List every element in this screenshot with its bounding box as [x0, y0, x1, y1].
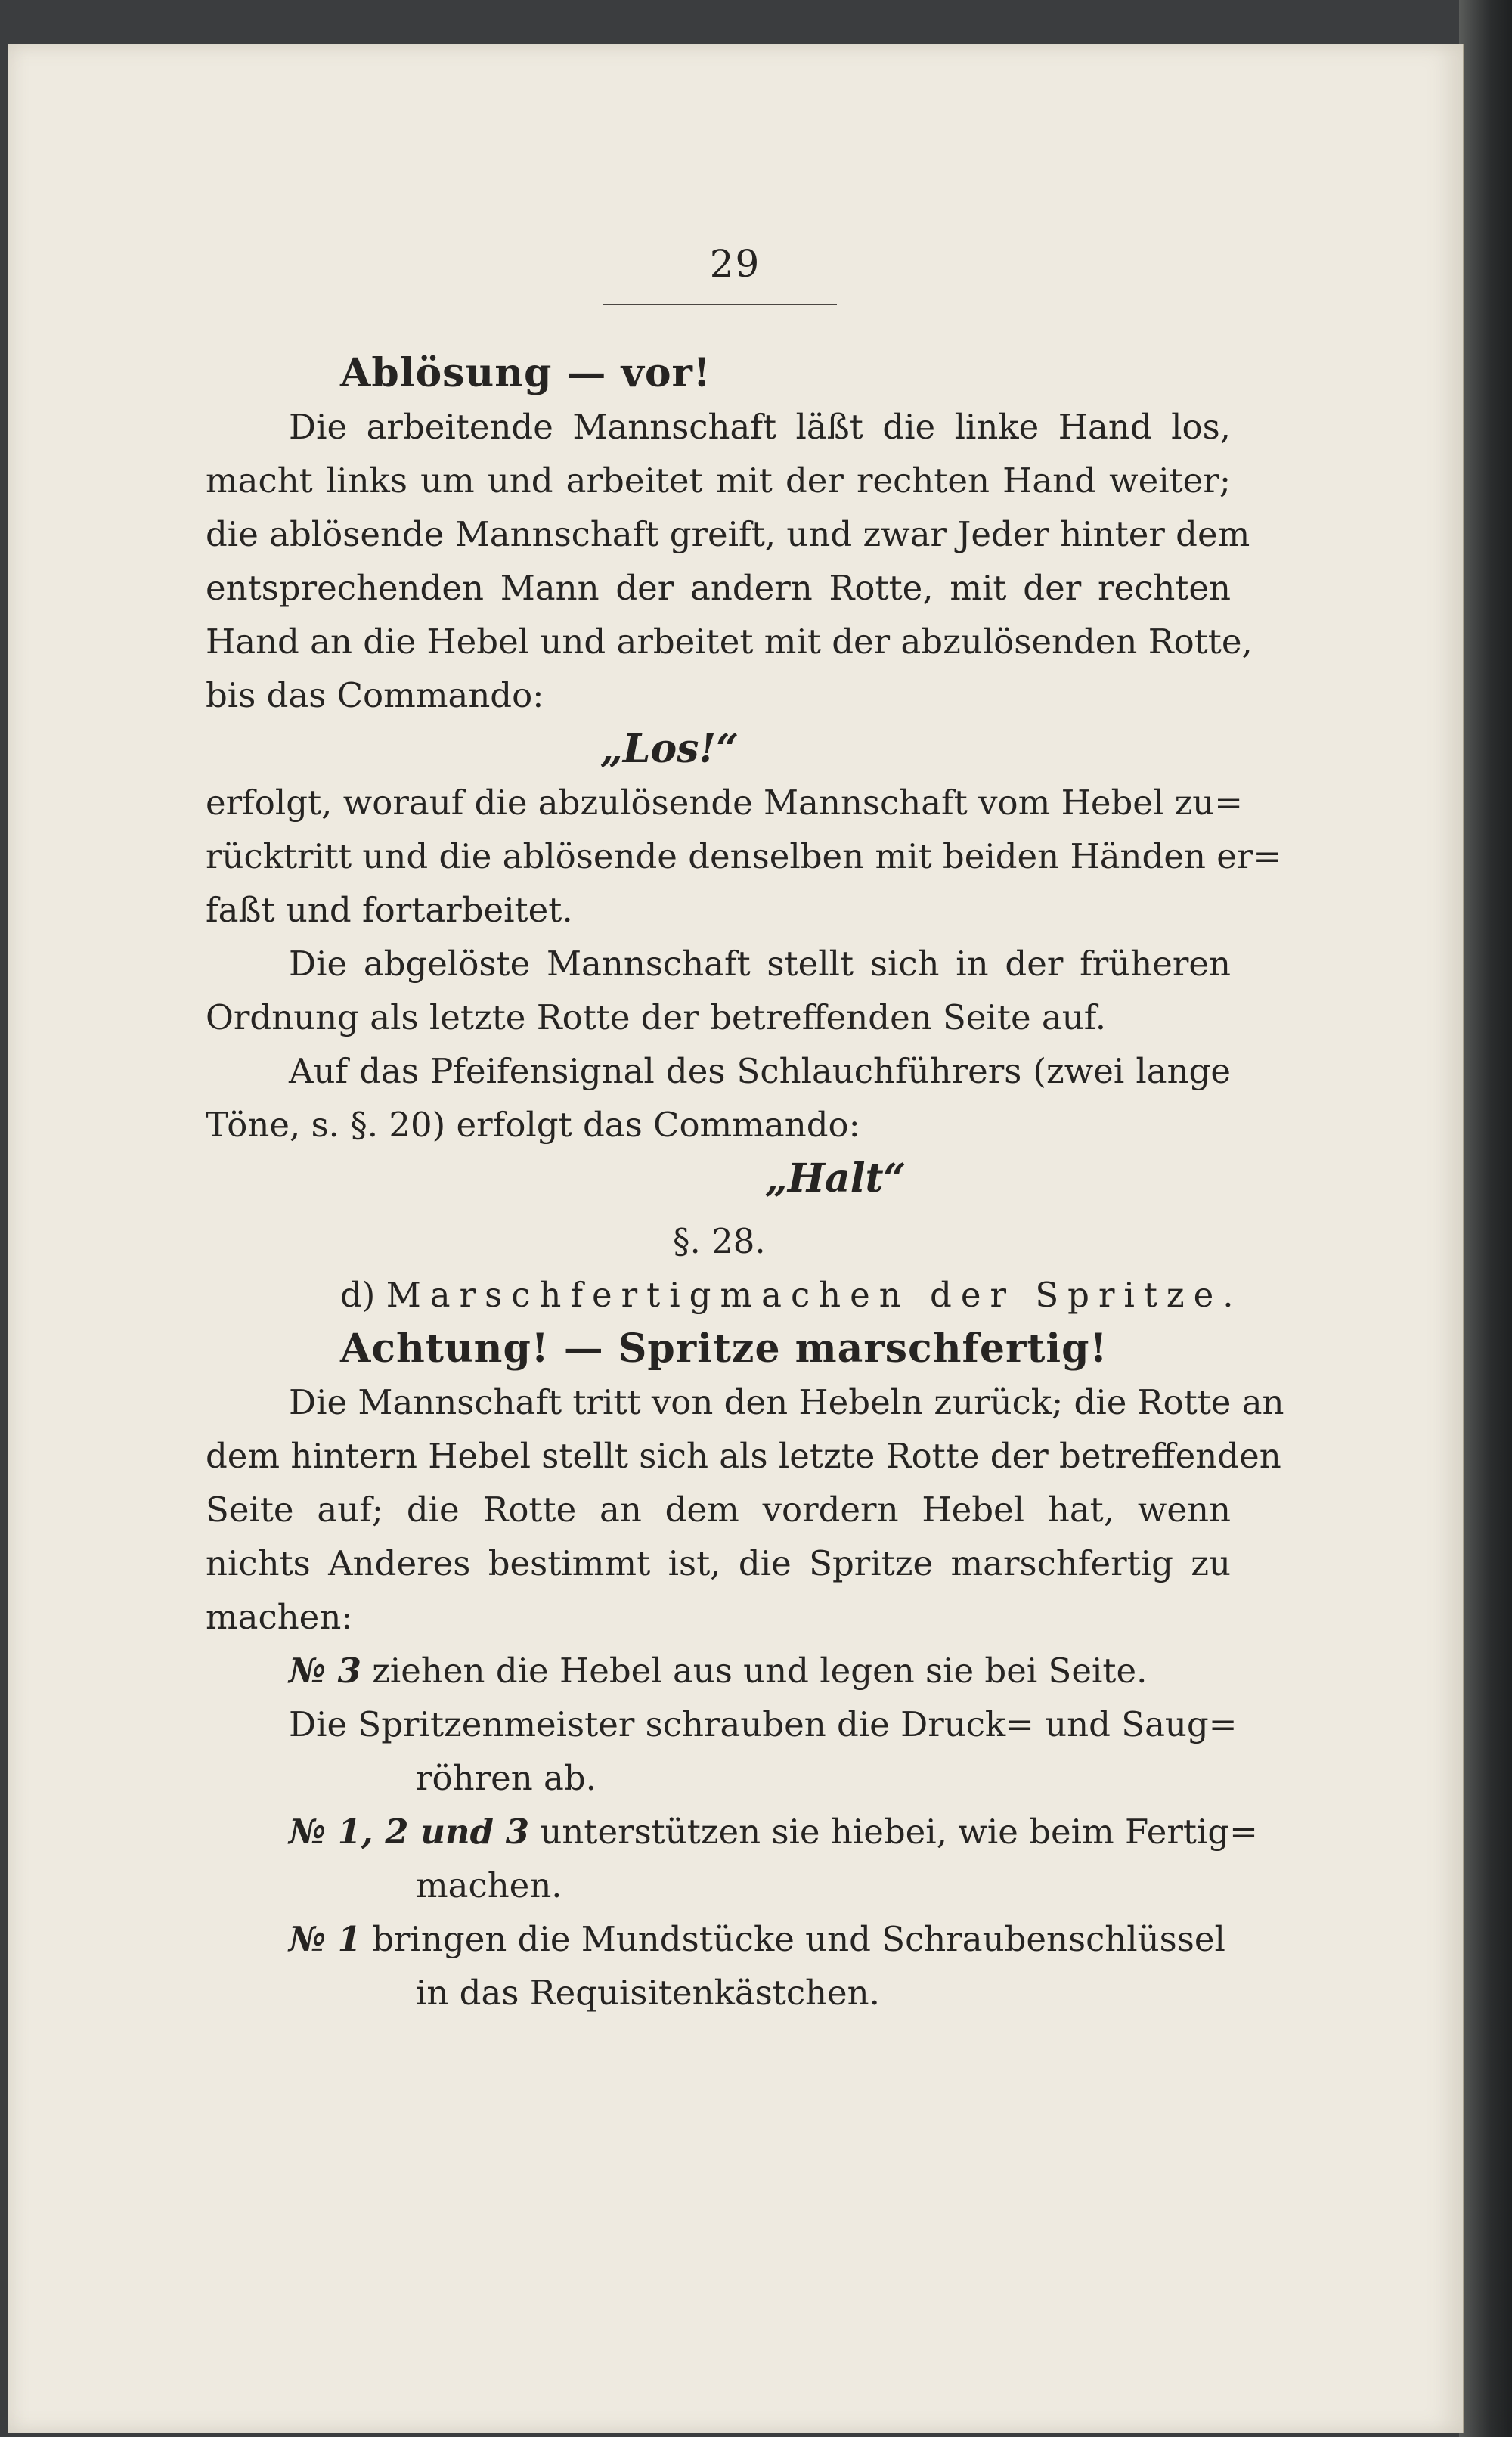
item-text: ziehen die Hebel aus und legen sie bei Seite.	[372, 1651, 1148, 1691]
text-line: Seite auf; die Rotte an dem vordern Hebel hat, wenn	[206, 1490, 1231, 1530]
list-item-continuation: machen.	[416, 1865, 562, 1905]
subtitle-text: Marschfertigmachen der Spritze.	[386, 1275, 1243, 1315]
text-line: Die abgelöste Mannschaft stellt sich in der früheren	[289, 944, 1231, 984]
text-line: rücktritt und die ablösende denselben mit beiden Händen er=	[206, 836, 1282, 876]
text-line: Hand an die Hebel und arbeitet mit der abzulösenden Rotte,	[206, 622, 1253, 662]
text-line: bis das Commando:	[206, 675, 544, 715]
item-number: № 1, 2 und 3	[289, 1812, 530, 1852]
item-text: bringen die Mundstücke und Schraubenschlüssel	[372, 1919, 1225, 1959]
heading-achtung: Achtung! — Spritze marschfertig!	[340, 1325, 1108, 1372]
list-item	[206, 1805, 1258, 1859]
text-line: Töne, s. §. 20) erfolgt das Commando:	[206, 1105, 860, 1145]
text-line: macht links um und arbeitet mit der rechten Hand weiter;	[206, 460, 1231, 501]
command-halt: „Halt“	[765, 1155, 906, 1201]
text-line: die ablösende Mannschaft greift, und zwar Jeder hinter dem	[206, 514, 1250, 554]
command-los: „Los!“	[600, 726, 739, 772]
text-line: entsprechenden Mann der andern Rotte, mit der rechten	[206, 568, 1231, 608]
text-line: erfolgt, worauf die abzulösende Mannschaft vom Hebel zu=	[206, 783, 1243, 823]
list-item-continuation: röhren ab.	[416, 1758, 596, 1798]
text-line: Auf das Pfeifensignal des Schlauchführers (zwei lange	[289, 1051, 1231, 1091]
text-line: machen:	[206, 1597, 353, 1637]
subtitle-prefix: d)	[340, 1275, 376, 1315]
text-line: dem hintern Hebel stellt sich als letzte Rotte der betreffenden	[206, 1436, 1281, 1476]
item-number: № 1	[289, 1919, 361, 1959]
text-line: faßt und fortarbeitet.	[206, 890, 573, 930]
section-subtitle	[206, 1268, 1243, 1322]
item-text: unterstützen sie hiebei, wie beim Fertig=	[540, 1812, 1258, 1852]
section-number: §. 28.	[673, 1221, 766, 1261]
text-line: nichts Anderes bestimmt ist, die Spritze marschfertig zu	[206, 1543, 1231, 1583]
list-item	[206, 1912, 1231, 1966]
page-number: 29	[709, 242, 761, 286]
book-page	[8, 44, 1463, 2433]
book-binding-edge	[1459, 0, 1512, 2437]
item-number: № 3	[289, 1651, 361, 1691]
list-item: Die Spritzenmeister schrauben die Druck= und Saug=	[289, 1704, 1238, 1744]
text-line: Ordnung als letzte Rotte der betreffenden Seite auf.	[206, 997, 1107, 1037]
page-body	[206, 346, 1284, 2020]
list-item-continuation: in das Requisitenkästchen.	[416, 1973, 880, 2013]
list-item	[206, 1644, 1231, 1698]
text-line: Die Mannschaft tritt von den Hebeln zurück; die Rotte an	[289, 1382, 1284, 1422]
text-line: Die arbeitende Mannschaft läßt die linke Hand los,	[289, 407, 1231, 447]
heading-abloesung: Ablösung — vor!	[340, 350, 711, 396]
page-number-rule	[603, 304, 837, 305]
